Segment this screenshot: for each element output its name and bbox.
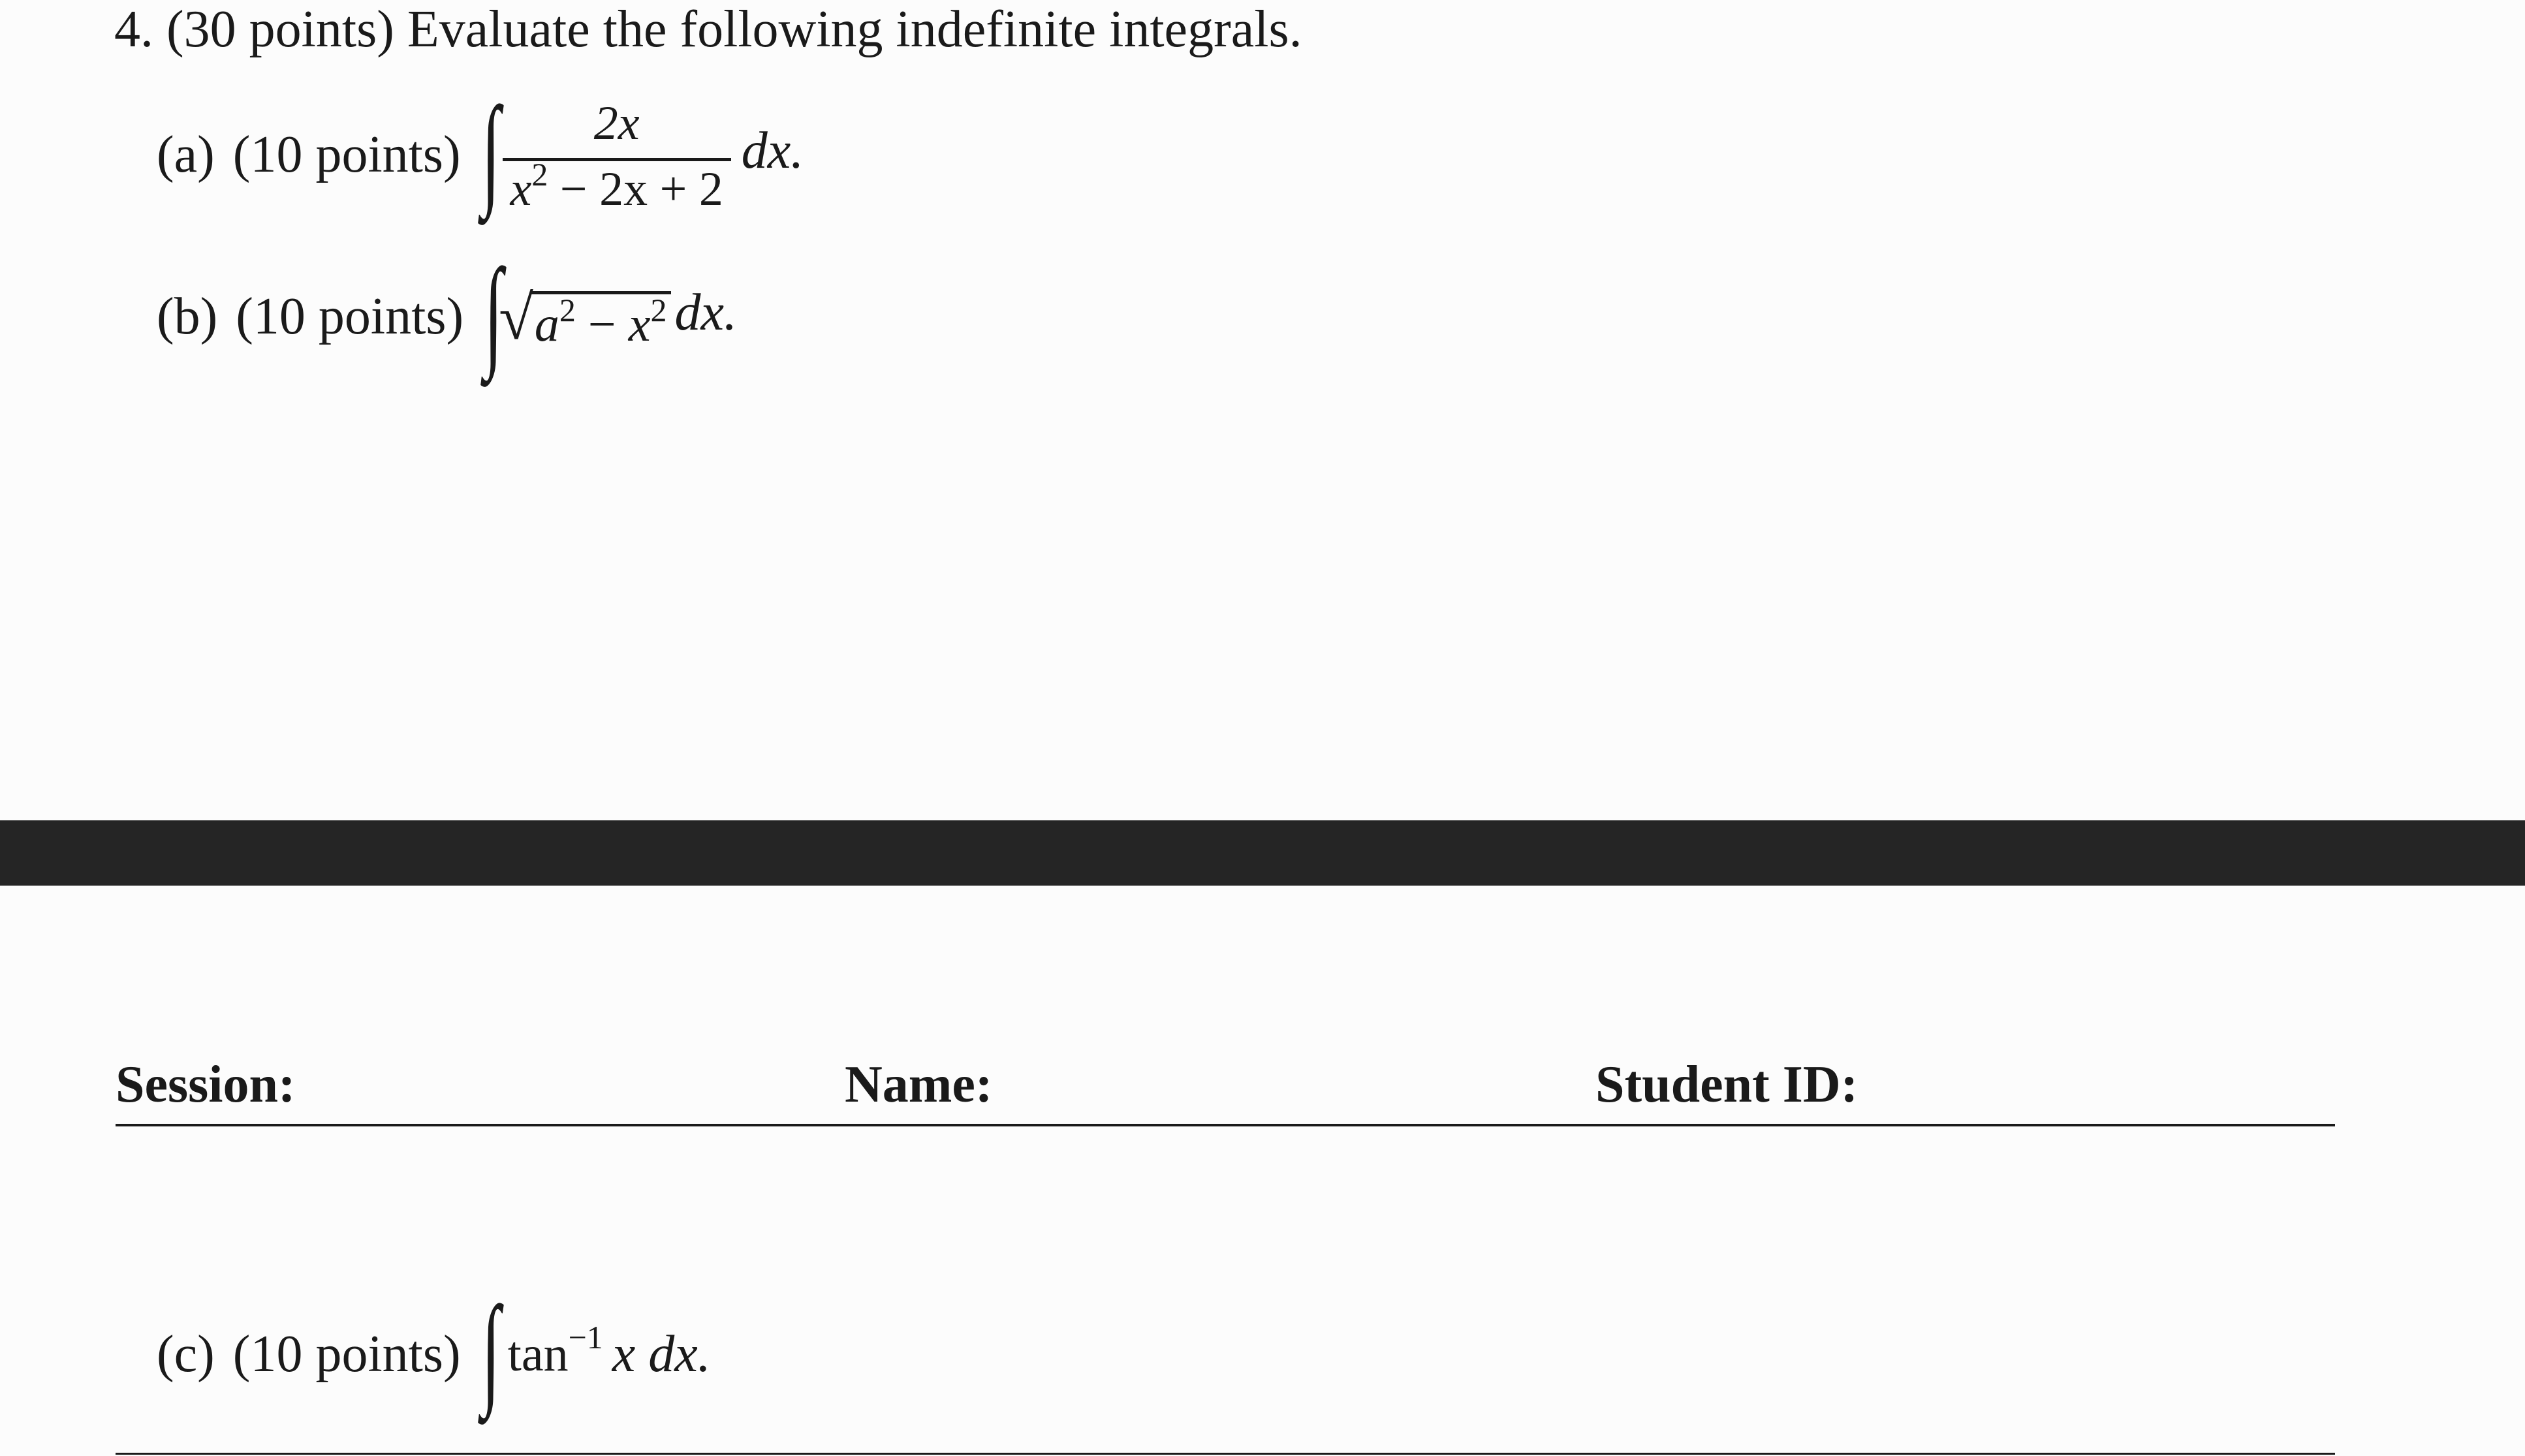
denominator-x: x	[510, 162, 532, 216]
part-b-differential: dx.	[674, 284, 738, 341]
radicand-minus: −	[575, 297, 629, 352]
part-a	[157, 82, 804, 219]
fraction-numerator: 2x	[593, 96, 640, 150]
integral-sign: ∫	[481, 1282, 501, 1419]
integral-sign: ∫	[484, 244, 503, 381]
part-a-label: (a)	[157, 126, 215, 183]
tan-exponent: −1	[568, 1319, 603, 1355]
page-break-band	[0, 820, 2525, 886]
part-a-differential: dx.	[741, 122, 804, 179]
radicand-a-exponent: 2	[559, 292, 576, 328]
radicand	[531, 291, 671, 352]
radical-sign: √	[499, 283, 533, 352]
square-root	[499, 283, 670, 352]
denominator-rest: − 2x + 2	[548, 162, 723, 216]
name-label: Name:	[845, 1056, 993, 1113]
radicand-a: a	[534, 297, 559, 352]
part-c	[157, 1282, 711, 1419]
part-b-label: (b)	[157, 288, 218, 345]
denominator-exponent: 2	[531, 155, 548, 193]
integrand	[507, 1319, 603, 1382]
part-b	[157, 244, 738, 381]
part-c-label: (c)	[157, 1325, 215, 1383]
header-underline	[116, 1124, 2335, 1126]
problem-header: 4. (30 points) Evaluate the following indefinite integrals.	[114, 1, 1302, 58]
part-c-points: (10 points)	[232, 1325, 461, 1383]
fraction-denominator	[510, 155, 723, 216]
tan-function: tan	[507, 1327, 569, 1382]
integral-sign: ∫	[481, 82, 501, 219]
bottom-rule	[116, 1453, 2335, 1455]
student-id-label: Student ID:	[1595, 1056, 1858, 1113]
fraction	[503, 96, 731, 216]
part-c-differential: x dx.	[612, 1325, 711, 1383]
session-label: Session:	[116, 1056, 296, 1113]
part-a-points: (10 points)	[232, 126, 461, 183]
radicand-x-exponent: 2	[650, 292, 667, 328]
part-b-points: (10 points)	[236, 288, 464, 345]
radicand-x: x	[628, 297, 651, 352]
